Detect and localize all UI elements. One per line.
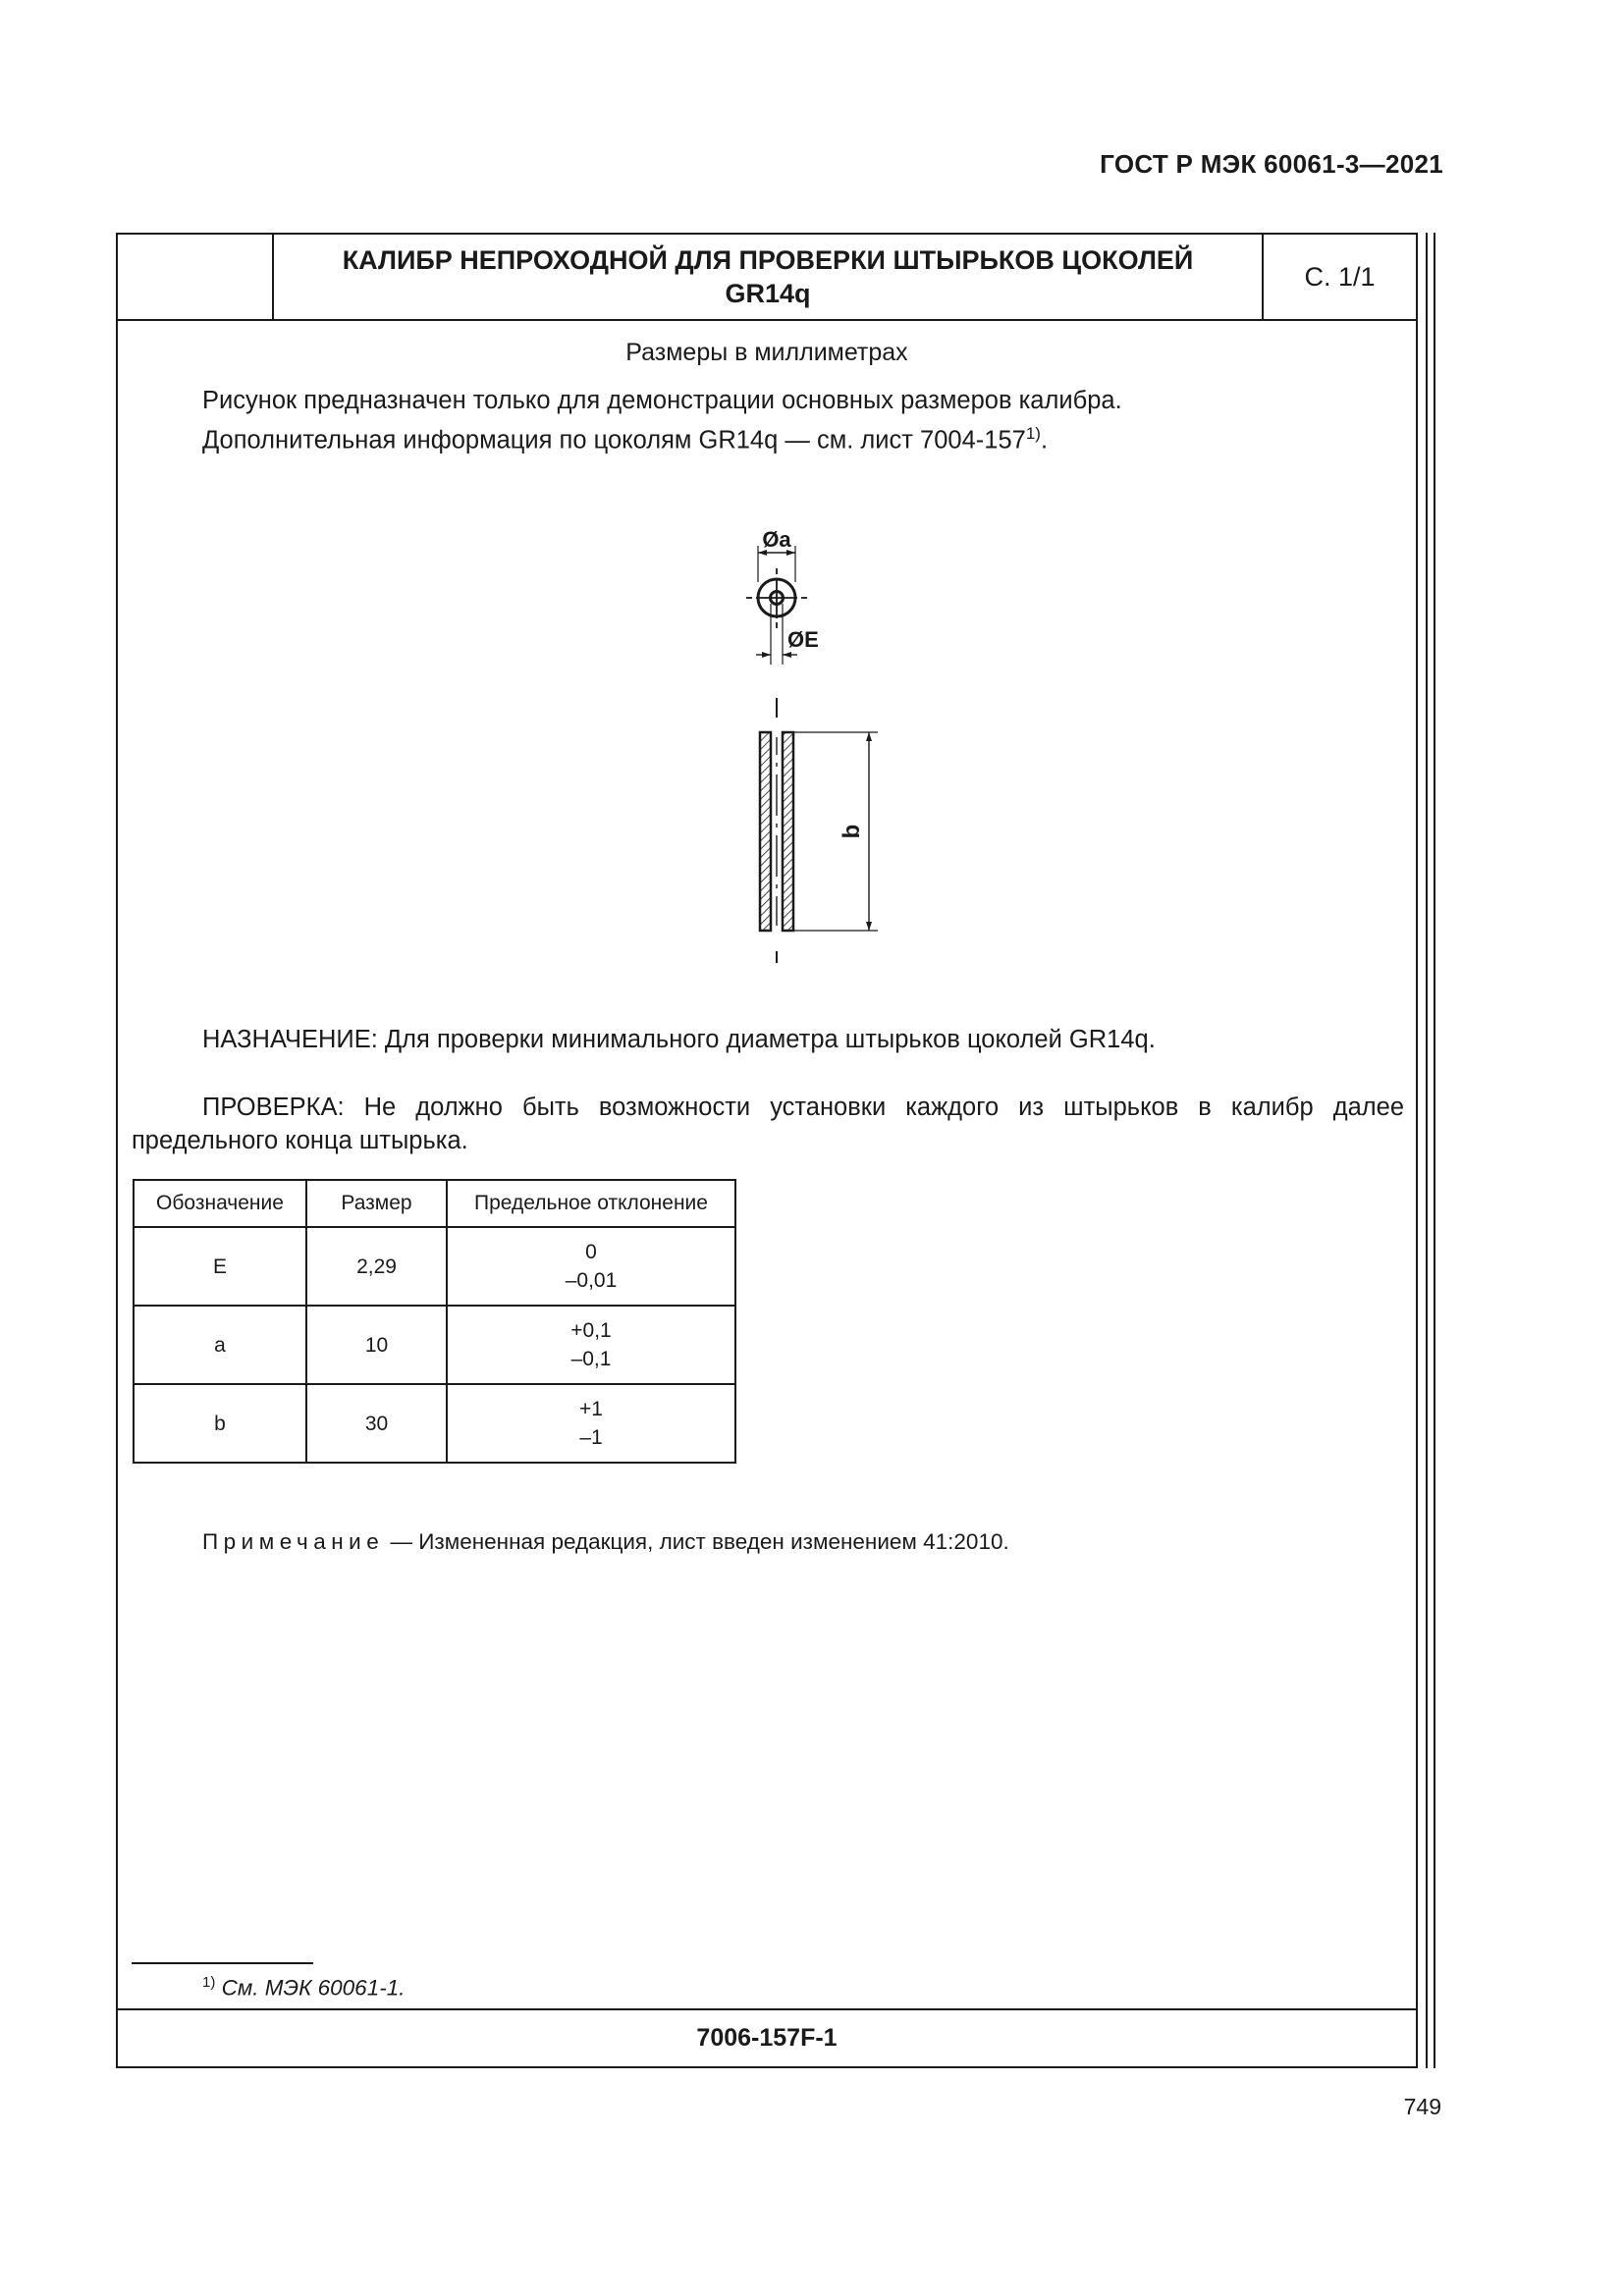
label-b: b [839,824,865,839]
tolerance-upper: +1 [579,1398,603,1420]
cell-tolerance [447,1227,735,1306]
header-tolerance: Предельное отклонение [447,1180,735,1227]
remark-text: — Измененная редакция, лист введен изменением 41:2010. [384,1529,1009,1554]
cell-size: 2,29 [306,1227,447,1306]
sheet-frame [116,233,1418,2068]
table-row [134,1227,735,1306]
page-number: 749 [1403,2094,1441,2119]
intro-line-2-end: . [1040,426,1049,454]
frame-rail [1434,233,1435,2068]
frame-rail [1426,233,1428,2068]
document-header: ГОСТ Р МЭК 60061-3—2021 [1100,149,1443,179]
units-note: Размеры в миллиметрах [625,339,908,366]
purpose-text: НАЗНАЧЕНИЕ: Для проверки минимального диаметра штырьков цоколей GR14q. [202,1026,1156,1053]
sheet-title [274,235,1264,319]
intro-line-2-text: Дополнительная информация по цоколям GR14q — см. лист 7004-157 [202,426,1026,454]
dimensions-table [133,1179,736,1464]
table-row [134,1384,735,1463]
cell-designation: a [134,1306,306,1384]
footnote-divider [132,1962,313,1964]
remark [202,1529,1009,1555]
cell-designation: b [134,1384,306,1463]
header-size: Размер [306,1180,447,1227]
tolerance-upper: +0,1 [570,1319,612,1342]
label-a: Øa [762,527,791,552]
cell-designation: E [134,1227,306,1306]
tolerance-lower: –0,1 [570,1348,612,1370]
sheet-id: 7006-157F-1 [118,2008,1416,2066]
gauge-drawing [668,492,884,963]
title-blank-cell [118,235,274,319]
tolerance-lower: –1 [579,1426,603,1449]
page-reference: С. 1/1 [1304,261,1376,292]
label-E: ØE [787,627,819,652]
footnote-text: См. МЭК 60061-1. [215,1975,406,2001]
footnote-marker: 1) [202,1974,216,1991]
intro-line-1: Рисунок предназначен только для демонстрации основных размеров калибра. [202,387,1122,414]
tolerance-lower: –0,01 [565,1269,618,1292]
footnote [202,1974,405,2002]
sheet-title-line2: GR14q [725,279,811,308]
sheet-title-line1: КАЛИБР НЕПРОХОДНОЙ ДЛЯ ПРОВЕРКИ ШТЫРЬКОВ ЦОКОЛЕЙ [342,245,1194,275]
remark-label: Примечание [202,1529,385,1554]
table-header-row [134,1180,735,1227]
cell-size: 10 [306,1306,447,1384]
title-block [118,235,1416,321]
tolerance-upper: 0 [585,1241,597,1263]
check-text: ПРОВЕРКА: Не должно быть возможности установки каждого из штырьков в калибр далее предельного конца штырька. [132,1094,1404,1154]
table-row [134,1306,735,1384]
cell-tolerance [447,1384,735,1463]
header-designation: Обозначение [134,1180,306,1227]
intro-line-2 [202,417,1048,457]
cell-tolerance [447,1306,735,1384]
cell-size: 30 [306,1384,447,1463]
footnote-ref: 1) [1025,424,1041,443]
